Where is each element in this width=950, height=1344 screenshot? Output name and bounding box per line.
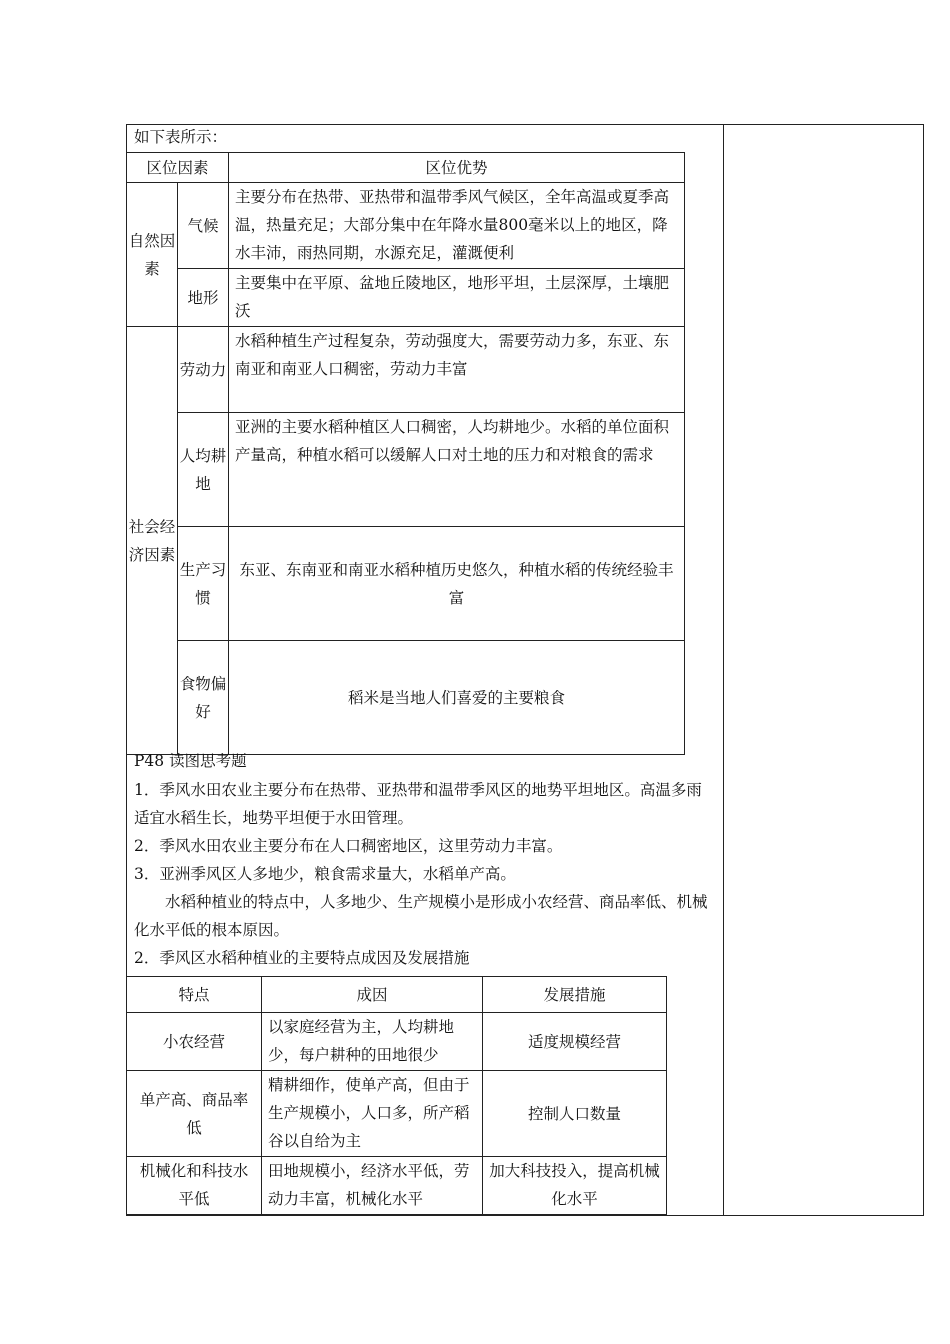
- answer-3: 3．亚洲季风区人多地少，粮食需求量大，水稻单产高。: [134, 865, 516, 883]
- rice-features-table: [126, 976, 667, 1215]
- cause-cell: 田地规模小，经济水平低，劳动力丰富，机械化水平: [262, 1157, 483, 1215]
- answer-1: 1．季风水田农业主要分布在热带、亚热带和温带季风区的地势平坦地区。高温多雨适宜水稻生长，地势平坦便于水田管理。: [134, 781, 702, 827]
- advantage-food: 稻米是当地人们喜爱的主要粮食: [229, 641, 685, 755]
- measure-cell: 加大科技投入，提高机械化水平: [483, 1157, 667, 1215]
- header-cause: 成因: [262, 977, 483, 1013]
- header-advantage: 区位优势: [229, 153, 685, 183]
- social-factor-label: 社会经济因素: [127, 327, 178, 755]
- factor-habit: 生产习惯: [178, 527, 229, 641]
- advantage-habit: 东亚、东南亚和南亚水稻种植历史悠久，种植水稻的传统经验丰富: [229, 527, 685, 641]
- section-title: P48 读图思考题: [134, 752, 247, 770]
- factor-labor: 劳动力: [178, 327, 229, 413]
- feature-cell: 单产高、商品率低: [127, 1071, 262, 1157]
- header-measure: 发展措施: [483, 977, 667, 1013]
- natural-factor-label: 自然因素: [127, 183, 178, 327]
- feature-cell: 机械化和科技水平低: [127, 1157, 262, 1215]
- factor-farmland: 人均耕地: [178, 413, 229, 527]
- factor-climate: 气候: [178, 183, 229, 269]
- advantage-climate: 主要分布在热带、亚热带和温带季风气候区，全年高温或夏季高温，热量充足；大部分集中在年降水量800毫米以上的地区，降水丰沛，雨热同期，水源充足，灌溉便利: [229, 183, 685, 269]
- column-divider: [723, 124, 724, 1216]
- advantage-farmland: 亚洲的主要水稻种植区人口稠密，人均耕地少。水稻的单位面积产量高，种植水稻可以缓解人口对土地的压力和对粮食的需求: [229, 413, 685, 527]
- factor-terrain: 地形: [178, 269, 229, 327]
- table2-title: 2．季风区水稻种植业的主要特点成因及发展措施: [134, 949, 470, 967]
- answer-2: 2．季风水田农业主要分布在人口稠密地区，这里劳动力丰富。: [134, 837, 563, 855]
- measure-cell: 适度规模经营: [483, 1013, 667, 1071]
- advantage-labor: 水稻种植生产过程复杂，劳动强度大，需要劳动力多，东亚、东南亚和南亚人口稠密，劳动力丰富: [229, 327, 685, 413]
- cause-cell: 以家庭经营为主，人均耕地少，每户耕种的田地很少: [262, 1013, 483, 1071]
- factor-food: 食物偏好: [178, 641, 229, 755]
- location-factors-table: [126, 152, 685, 755]
- feature-cell: 小农经营: [127, 1013, 262, 1071]
- intro-text: 如下表所示：: [134, 128, 228, 146]
- cause-cell: 精耕细作，使单产高，但由于生产规模小，人口多，所产稻谷以自给为主: [262, 1071, 483, 1157]
- header-factor: 区位因素: [127, 153, 229, 183]
- answer-note: 水稻种植业的特点中，人多地少、生产规模小是形成小农经营、商品率低、机械化水平低的根本原因。: [134, 893, 708, 939]
- header-feature: 特点: [127, 977, 262, 1013]
- measure-cell: 控制人口数量: [483, 1071, 667, 1157]
- advantage-terrain: 主要集中在平原、盆地丘陵地区，地形平坦，土层深厚，土壤肥沃: [229, 269, 685, 327]
